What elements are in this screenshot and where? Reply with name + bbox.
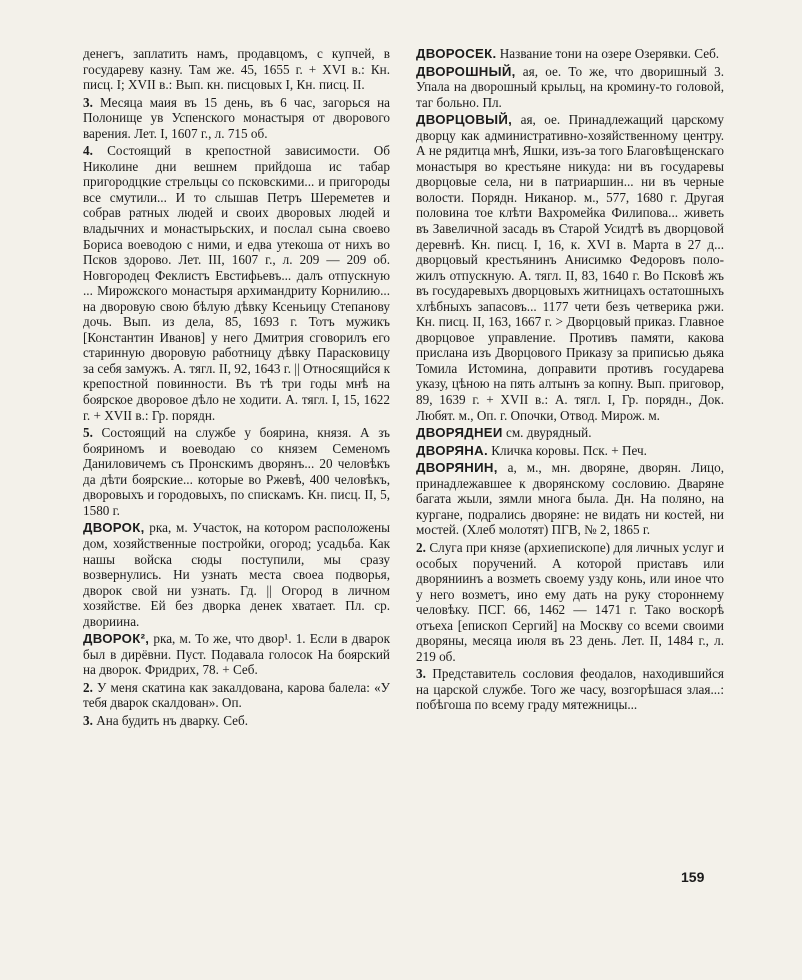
dictionary-entry bbox=[83, 631, 390, 678]
entry-text: ая, ое. То же, что дворишный 3. Упала на дворошный крыльц, на кромину-то головой, таг больно. Пл. bbox=[416, 63, 724, 110]
entry-text: а, м., мн. дворяне, дворян. Лицо, принадлежавшее к дворянскому сословию. Дваряне багата жыли, зямли многа была. Дн. На поляно, на кургане, подрались дворяне: не видать ни костей, ни мостей. (Хлеб молотят) ПГВ, № 2, 1865 г. bbox=[416, 460, 724, 538]
entry-text: ая, ое. Принадлежащий царскому дворцу как административно-хозяйственному центру. А не рядитца мнѣ, Яшки, изъ-за того Благовѣщенскаго монастыря во крестьяне никуда: ни въ государевы дворцовые села, ни в патриаршин... ни въ черные волости. Порядн. Никанор. м., 577, 1680 г. Другая половина тое клѣти Вахромейка Филипова... живеть въ Завеличной засадь въ Старой Усидтѣ въ дворцовой деревнѣ. Кн. писц. I, 16, к. XVI в. Марта в 27 д... дворцовый крестьянинъ Анисимко Федоровъ положилъ отпускную. А. тягл. II, 83, 1640 г. Во Псковѣ жъ въ государевыхъ дворцовыхъ житницахъ остатошныхъ хлѣбныхъ запасовъ... 1177 чети безъ четверика ржи. Кн. писц. II, 163, 1667 г. > Дворцовый приказ. Главное дворцовое управление. Противъ памяти, какова прислана изъ Дворцового Приказу за приписью дьяка Томила Истомина, доправити противъ государева указу, цѣною на пять алтынъ за копну. Вып. приговор, 89, 1639 г. + XVII в.: А. тягл. I, Гр. порядн., Док. Любят. м., Оп. г. Опочки, Отвод. Мирож. м. bbox=[416, 112, 724, 423]
sense-number: 2. bbox=[416, 539, 426, 555]
entry-text: денегъ, заплатить намъ, продавцомъ, с купчей, в государеву казну. Там же. 45, 1655 г. + XVI в.: Кн. писц. I; XVII в.: Вып. кн. писцовых I, Кн. писц. II. bbox=[83, 46, 390, 93]
sense-number: 3. bbox=[83, 94, 93, 110]
entry-text: Представитель сословия феодалов, находившийся на царской службе. Того же часу, возгорѣшася злая...: побѣгоша по всему граду мятежницы... bbox=[416, 666, 724, 713]
entry-sense bbox=[416, 666, 724, 713]
sense-number: 3. bbox=[83, 712, 93, 728]
dictionary-entry bbox=[416, 460, 724, 538]
headword: ДВОРЯДНЕИ bbox=[416, 425, 503, 441]
dictionary-entry bbox=[416, 425, 724, 441]
headword: ДВОРЦОВЫЙ, bbox=[416, 112, 513, 128]
headword: ДВОРЯНИН, bbox=[416, 460, 498, 476]
left-column bbox=[83, 46, 390, 731]
right-column bbox=[416, 46, 724, 715]
sense-number: 5. bbox=[83, 425, 93, 441]
dictionary-entry bbox=[416, 46, 724, 62]
dictionary-entry bbox=[83, 520, 390, 629]
sense-number: 3. bbox=[416, 666, 426, 682]
entry-text: Ана будить нъ дварку. Себ. bbox=[96, 712, 249, 728]
entry-sense bbox=[83, 680, 390, 711]
entry-sense bbox=[416, 540, 724, 664]
entry-text: У меня скатина как закалдована, карова балела: «У тебя дварок скалдован». Оп. bbox=[83, 679, 391, 711]
headword: ДВОРОСЕК. bbox=[416, 46, 497, 61]
entry-sense bbox=[83, 425, 390, 518]
entry-text: Кличка коровы. Пск. + Печ. bbox=[491, 442, 647, 458]
headword: ДВОРОК, bbox=[83, 520, 145, 536]
entry-text: Состоящий на службе у боярина, князя. А зъ бояриномъ и воеводаю со князем Семеномъ Даниловичемъ съ Пронскимъ дворянъ... 20 человѣкъ да дѣти боярские... которые во Ржевѣ, 400 человѣкъ, дворовыхъ и городовыхъ, по спискамъ. Кн. писц. II, 5, 1580 г. bbox=[83, 425, 390, 518]
entry-text: Месяца маия въ 15 день, въ 6 час, загорься на Полонище ув Успенского монастыря от дворового варения. Лет. I, 1607 г., л. 715 об. bbox=[83, 94, 390, 141]
dictionary-entry bbox=[416, 112, 724, 423]
dictionary-entry bbox=[416, 443, 724, 459]
headword: ДВОРОК², bbox=[83, 631, 150, 647]
headword: ДВОРЯНА. bbox=[416, 442, 488, 458]
entry-text: см. двурядный. bbox=[505, 425, 592, 441]
entry-sense bbox=[83, 713, 390, 729]
entry-text: Состоящий в крепостной зависимости. Об Николине дни вешнем прийдоша ис табар пригородцкие стрельцы со псковскими... и пригороды все смутили... И то слышав Петръ Шереметев и собрав ратных людей и своих дворовых людей и владычних и монастырьских, и послал сына своево Бориса воеводою с ними, и едва утекоша от нихъ во Псков здорово. Лет. III, 1607 г., л. 209 — 209 об. Новгородец Феклистъ Евстифьевъ... далъ отпускную ... Мирожского монастыря архимандриту Корнилию... на дворовую свою бѣлую дѣвку Ксеньицу Степанову дочь. Вып. из дела, 85, 1693 г. Тотъ мужикъ [Константин Иванов] у него Дмитрия сговорилъ его старинную дворовую работницу дѣвку Парасковицу за себя замужъ. А. тягл. II, 92, 1643 г. || Относящийся к крепостной повинности. Въ тѣ три годы мнѣ на боярское дворовое дѣло не ходити. А. тягл. I, 15, 1622 г. + XVII в.: Гр. порядн. bbox=[83, 143, 391, 423]
entry-text: рка, м. Участок, на котором расположены дом, хозяйственные постройки, огород; усадьба. Как нашы войска сюды поступили, мы сразу возвернулись. Ни узнать места своеа подворья, дворок свой ни узнать. Гд. || Огород в личном хозяйстве. Ей без дворка денек хватает. Пл. ср. двориина. bbox=[83, 520, 391, 629]
sense-number: 4. bbox=[83, 143, 93, 159]
headword: ДВОРОШНЫЙ, bbox=[416, 63, 516, 79]
entry-text: рка, м. То же, что двор¹. 1. Если в дварок был в дирёвни. Пуст. Подавала голосок На боярский на дворок. Фридрих, 78. + Себ. bbox=[83, 631, 391, 678]
entry-sense bbox=[83, 143, 390, 423]
dictionary-entry bbox=[416, 64, 724, 111]
entry-sense bbox=[83, 95, 390, 142]
entry-text: Слуга при князе (архиепископе) для личных услуг и особых поручений. А которой приставъ или дворяниинъ а возметь своему узду конь, или иное что у него возметъ, ино ему дать на руку стороннему человѣку. ПСГ. 66, 1462 — 1471 г. Тако воскорѣ отъеха [епископ Сергий] на Москву со всеми своими дворяны, месяца июля въ 23 день. Лет. II, 1484 г., л. 219 об. bbox=[416, 539, 724, 664]
sense-number: 2. bbox=[83, 679, 93, 695]
entry-text: Название тони на озере Озерявки. Себ. bbox=[499, 46, 720, 61]
entry-continuation bbox=[83, 46, 390, 93]
page-number: 159 bbox=[681, 869, 705, 885]
